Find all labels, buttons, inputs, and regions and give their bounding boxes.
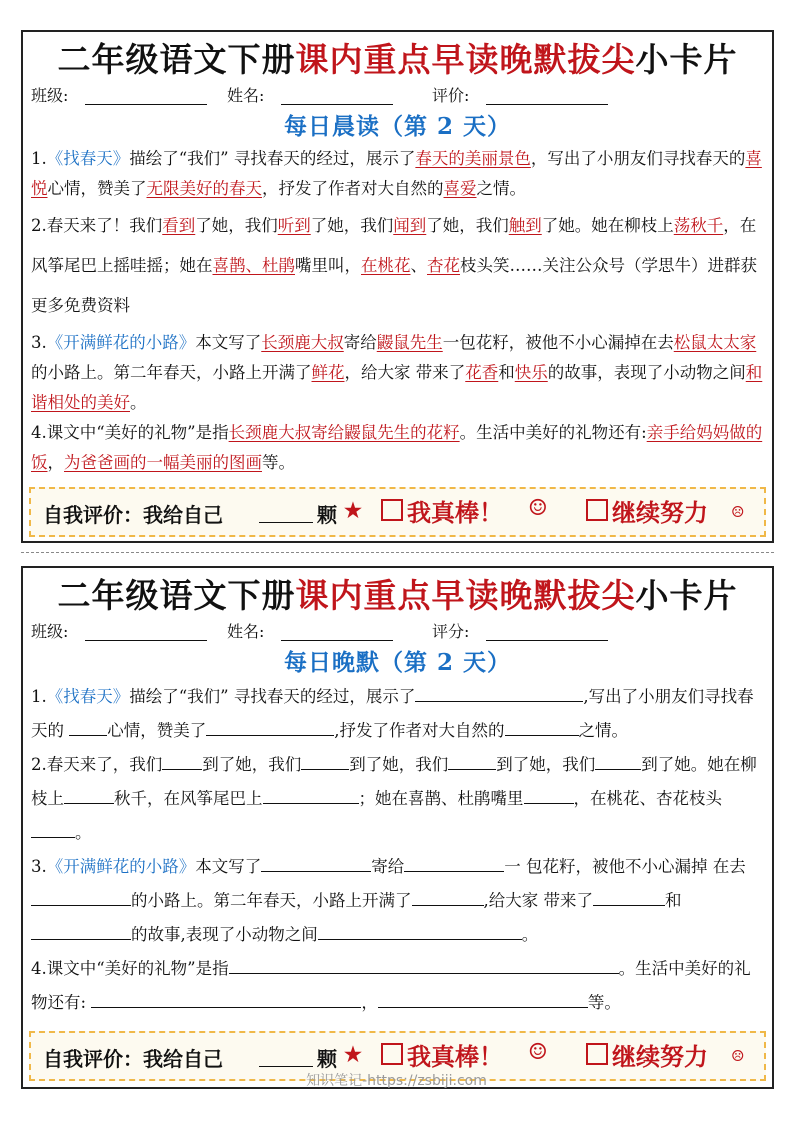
blank-field[interactable]	[404, 853, 504, 872]
blank-field[interactable]	[524, 785, 574, 804]
blank-field[interactable]	[415, 683, 583, 702]
frown-icon: ☹	[731, 503, 745, 521]
keep-trying-checkbox[interactable]	[586, 499, 608, 521]
evening-dictation-card	[21, 566, 774, 1089]
answer: 杏花	[427, 256, 460, 275]
class-field[interactable]	[85, 104, 207, 105]
question-4: 4.课文中“美好的礼物”是指 。生活中美好的礼物还有: ， 等。	[31, 952, 764, 1020]
blank-field[interactable]	[448, 751, 496, 770]
class-label: 班级:	[31, 622, 69, 641]
answer: 亲手给妈妈做的饭	[31, 423, 763, 472]
blank-field[interactable]	[505, 717, 579, 736]
dictation-content	[23, 680, 772, 1020]
blank-field[interactable]	[31, 887, 131, 906]
self-evaluation-label: 自我评价：我给自己	[43, 503, 223, 527]
star-count-field[interactable]	[259, 1066, 313, 1067]
self-evaluation-box	[29, 487, 766, 537]
answer: 和谐相处的美好	[31, 363, 763, 412]
name-label: 姓名:	[227, 86, 265, 105]
answer: 鲜花	[311, 363, 345, 382]
answer: 长颈鹿大叔	[261, 333, 344, 352]
blank-field[interactable]	[261, 853, 371, 872]
blank-field[interactable]	[263, 785, 359, 804]
section-subtitle: 每日晚默（第 2 天）	[283, 649, 512, 676]
blank-field[interactable]	[301, 751, 349, 770]
answer: 无限美好的春天	[146, 179, 262, 198]
keep-trying-label: 继续努力	[612, 1042, 708, 1071]
answer: 喜悦	[31, 149, 762, 198]
answer: 长颈鹿大叔寄给鼹鼠先生的花籽	[228, 423, 460, 442]
answer: 松鼠太太家	[673, 333, 757, 352]
blank-field[interactable]	[412, 887, 484, 906]
answer: 触到	[508, 216, 542, 235]
answer: 喜鹊、杜鹃	[212, 256, 295, 275]
great-checkbox[interactable]	[381, 1043, 403, 1065]
answer: 快乐	[514, 363, 548, 382]
star-icon: ★	[344, 1042, 362, 1066]
smile-icon: ☺	[528, 495, 548, 521]
answer: 闻到	[393, 216, 427, 235]
student-info-row	[31, 618, 772, 646]
morning-reading-card	[21, 30, 774, 543]
question-3: 3.《开满鲜花的小路》本文写了 寄给 一 包花籽，被他不小心漏掉 在去的小路上。第二年春天，小路上开满了 ,给大家 带来了 和的故事,表现了小动物之间 。	[31, 850, 764, 952]
star-icon: ★	[344, 498, 362, 522]
blank-field[interactable]	[378, 989, 588, 1008]
answer: 听到	[277, 216, 311, 235]
score-label: 评分:	[432, 622, 470, 641]
name-label: 姓名:	[227, 622, 265, 641]
class-label: 班级:	[31, 86, 69, 105]
frown-icon: ☹	[731, 1047, 745, 1065]
rating-label: 评价:	[432, 86, 470, 105]
watermark: 知识笔记-https://zsbiji.com	[306, 1073, 487, 1089]
cut-divider	[21, 552, 774, 553]
blank-field[interactable]	[31, 921, 131, 940]
blank-field[interactable]	[593, 887, 665, 906]
blank-field[interactable]	[318, 921, 522, 940]
blank-field[interactable]	[229, 955, 619, 974]
great-label: 我真棒！	[407, 1042, 503, 1071]
name-field[interactable]	[281, 640, 393, 641]
question-4: 4.课文中“美好的礼物”是指长颈鹿大叔寄给鼹鼠先生的花籽。生活中美好的礼物还有:亲手给妈妈做的饭，为爸爸画的一幅美丽的图画等。	[31, 423, 763, 472]
blank-field[interactable]	[31, 819, 75, 838]
question-2: 2.春天来了！我们看到了她，我们听到了她，我们闻到了她，我们触到了她。她在柳枝上荡秋千，在风筝尾巴上摇哇摇；她在喜鹊、杜鹃嘴里叫，在桃花、杏花枝头笑……关注公众号（学思牛）进群获更多免费资料	[31, 216, 757, 315]
answer: 花香	[465, 363, 499, 382]
star-count-field[interactable]	[259, 522, 313, 523]
blank-field[interactable]	[206, 717, 334, 736]
question-2: 2.春天来了，我们 到了她，我们 到了她，我们 到了她，我们 到了她。她在柳枝上 秋千，在风筝尾巴上 ；她在喜鹊、杜鹃嘴里 ，在桃花、杏花枝头。	[31, 748, 764, 850]
answer: 荡秋千	[673, 216, 724, 235]
answer: 在桃花	[361, 256, 411, 275]
blank-field[interactable]	[91, 989, 361, 1008]
blank-field[interactable]	[162, 751, 202, 770]
card-title: 二年级语文下册课内重点早读晚默拔尖小卡片	[57, 576, 738, 615]
student-info-row	[31, 82, 772, 110]
unit-label: 颗	[317, 1047, 337, 1071]
self-evaluation-label: 自我评价：我给自己	[43, 1047, 223, 1071]
answer: 喜爱	[443, 179, 477, 198]
great-label: 我真棒！	[407, 498, 503, 527]
card-title: 二年级语文下册课内重点早读晚默拔尖小卡片	[57, 40, 738, 79]
smile-icon: ☺	[528, 1039, 548, 1065]
reading-content	[23, 144, 772, 478]
question-3: 3.《开满鲜花的小路》本文写了长颈鹿大叔寄给鼹鼠先生一包花籽，被他不小心漏掉在去松鼠太太家的小路上。第二年春天，小路上开满了鲜花，给大家 带来了花香和快乐的故事，表现了小动物之间和谐相处的美好。	[31, 333, 763, 412]
question-1: 1.《找春天》描绘了“我们” 寻找春天的经过，展示了 ,写出了小朋友们寻找春天的 心情，赞美了 ,抒发了作者对大自然的 之情。	[31, 680, 764, 748]
answer: 为爸爸画的一幅美丽的图画	[64, 453, 262, 472]
keep-trying-label: 继续努力	[612, 498, 708, 527]
keep-trying-checkbox[interactable]	[586, 1043, 608, 1065]
unit-label: 颗	[317, 503, 337, 527]
section-subtitle: 每日晨读（第 2 天）	[283, 113, 512, 140]
great-checkbox[interactable]	[381, 499, 403, 521]
answer: 看到	[162, 216, 196, 235]
name-field[interactable]	[281, 104, 393, 105]
blank-field[interactable]	[595, 751, 641, 770]
rating-field[interactable]	[486, 104, 608, 105]
blank-field[interactable]	[64, 785, 114, 804]
answer: 鼹鼠先生	[376, 333, 443, 352]
class-field[interactable]	[85, 640, 207, 641]
question-1: 1.《找春天》描绘了“我们” 寻找春天的经过，展示了春天的美丽景色，写出了小朋友们寻找春天的喜悦心情，赞美了无限美好的春天，抒发了作者对大自然的喜爱之情。	[31, 149, 762, 198]
blank-field[interactable]	[69, 717, 107, 736]
answer: 春天的美丽景色	[415, 149, 531, 168]
score-field[interactable]	[486, 640, 608, 641]
